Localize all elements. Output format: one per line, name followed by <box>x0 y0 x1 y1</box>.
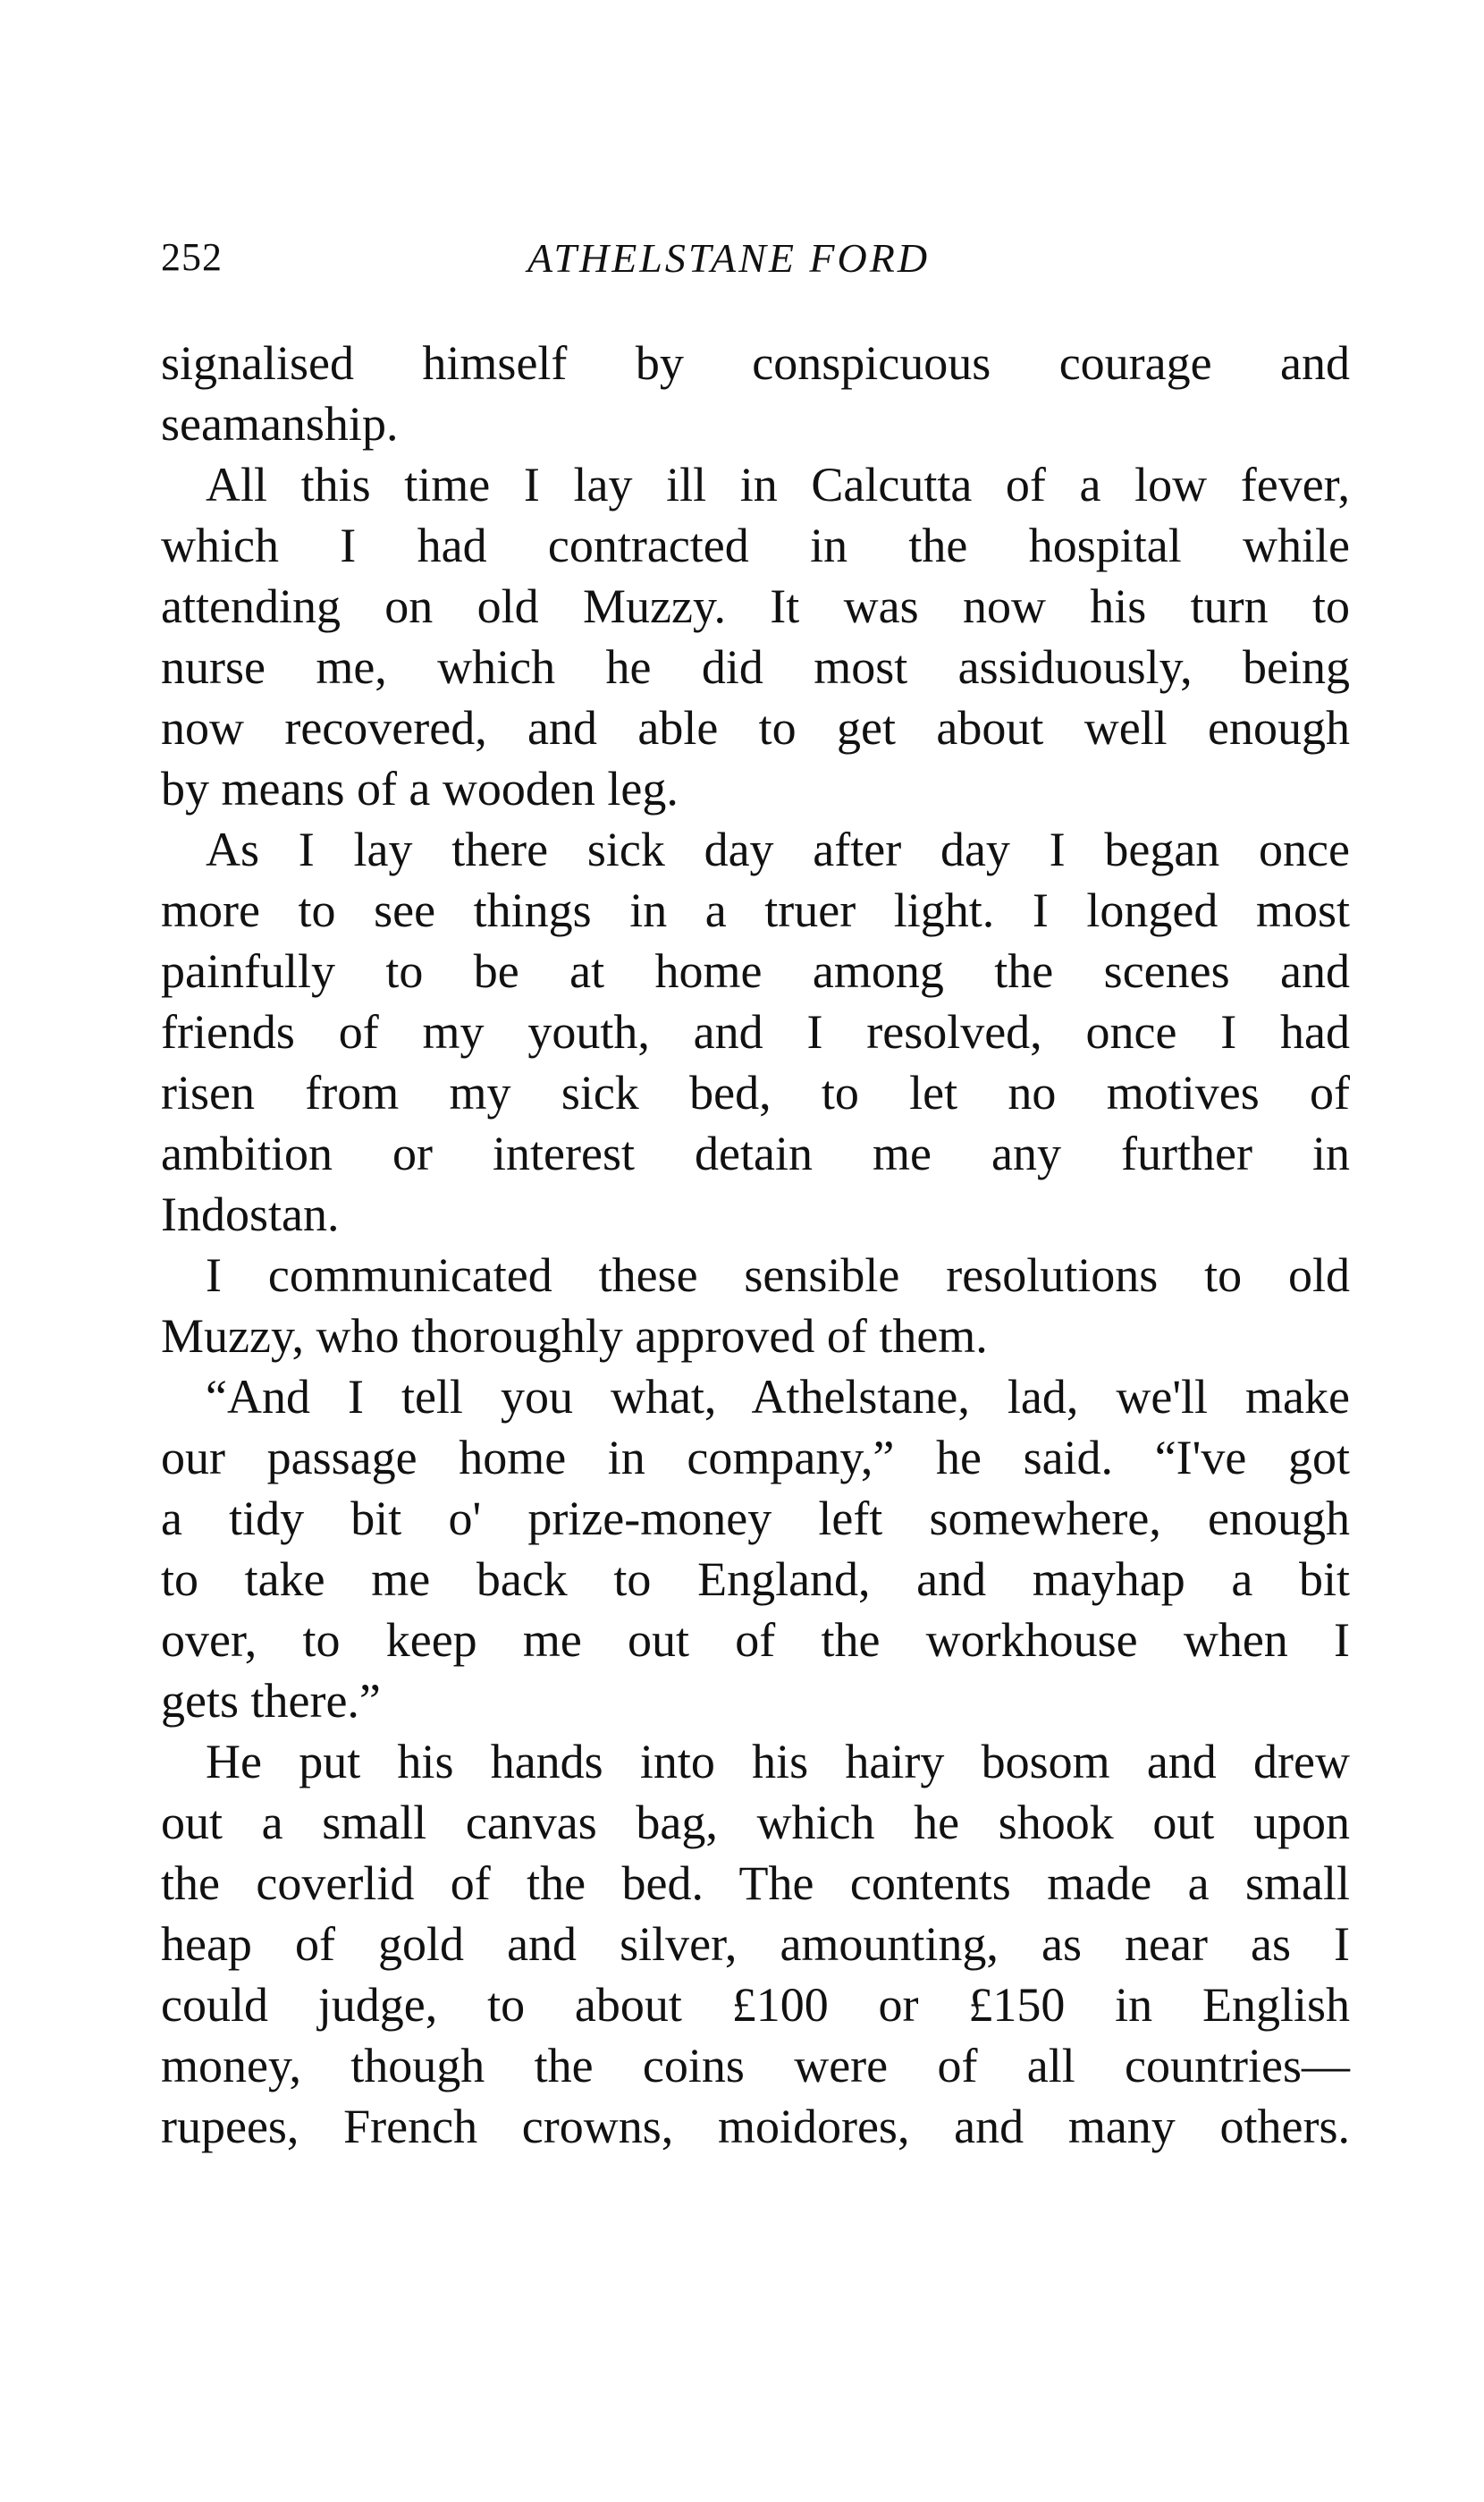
text-line: rupees, French crowns, moidores, and many others. <box>161 2100 1350 2153</box>
text-line: more to see things in a truer light. I longed most <box>161 883 1350 937</box>
text-line: which I had contracted in the hospital while <box>161 519 1350 572</box>
text-line: friends of my youth, and I resolved, once I had <box>161 1005 1350 1059</box>
running-title: ATHELSTANE FORD <box>527 235 931 281</box>
text-line: a tidy bit o' prize-money left somewhere, enough <box>161 1492 1350 1545</box>
text-line: attending on old Muzzy. It was now his turn to <box>161 579 1350 633</box>
text-line: I communicated these sensible resolutions to old <box>206 1248 1350 1302</box>
text-line: ambition or interest detain me any further in <box>161 1127 1350 1180</box>
text-line: Muzzy, who thoroughly approved of them. <box>161 1309 988 1363</box>
page-header <box>161 234 1363 288</box>
text-line: painfully to be at home among the scenes and <box>161 944 1350 998</box>
text-line: He put his hands into his hairy bosom and drew <box>206 1735 1350 1788</box>
text-line: seamanship. <box>161 397 399 451</box>
text-line: over, to keep me out of the workhouse when I <box>161 1613 1350 1667</box>
text-line: the coverlid of the bed. The contents made a small <box>161 1856 1350 1910</box>
text-line: by means of a wooden leg. <box>161 762 679 816</box>
text-line: nurse me, which he did most assiduously, being <box>161 640 1350 694</box>
page-number: 252 <box>161 235 223 279</box>
text-line: All this time I lay ill in Calcutta of a low fever, <box>206 458 1350 511</box>
text-line: As I lay there sick day after day I began once <box>206 823 1350 876</box>
text-line: now recovered, and able to get about well enough <box>161 701 1350 755</box>
text-line: our passage home in company,” he said. “I've got <box>161 1431 1350 1484</box>
text-line: “And I tell you what, Athelstane, lad, we'll make <box>206 1370 1350 1424</box>
text-line: risen from my sick bed, to let no motives of <box>161 1066 1350 1120</box>
text-line: to take me back to England, and mayhap a bit <box>161 1552 1350 1606</box>
text-line: Indostan. <box>161 1188 340 1241</box>
text-line: signalised himself by conspicuous courage and <box>161 336 1350 390</box>
text-line: money, though the coins were of all countries— <box>161 2039 1350 2092</box>
text-line: out a small canvas bag, which he shook out upon <box>161 1796 1350 1849</box>
text-line: heap of gold and silver, amounting, as near as I <box>161 1917 1350 1971</box>
text-line: could judge, to about £100 or £150 in English <box>161 1978 1350 2032</box>
text-line: gets there.” <box>161 1674 381 1728</box>
body-text <box>161 333 1350 2157</box>
